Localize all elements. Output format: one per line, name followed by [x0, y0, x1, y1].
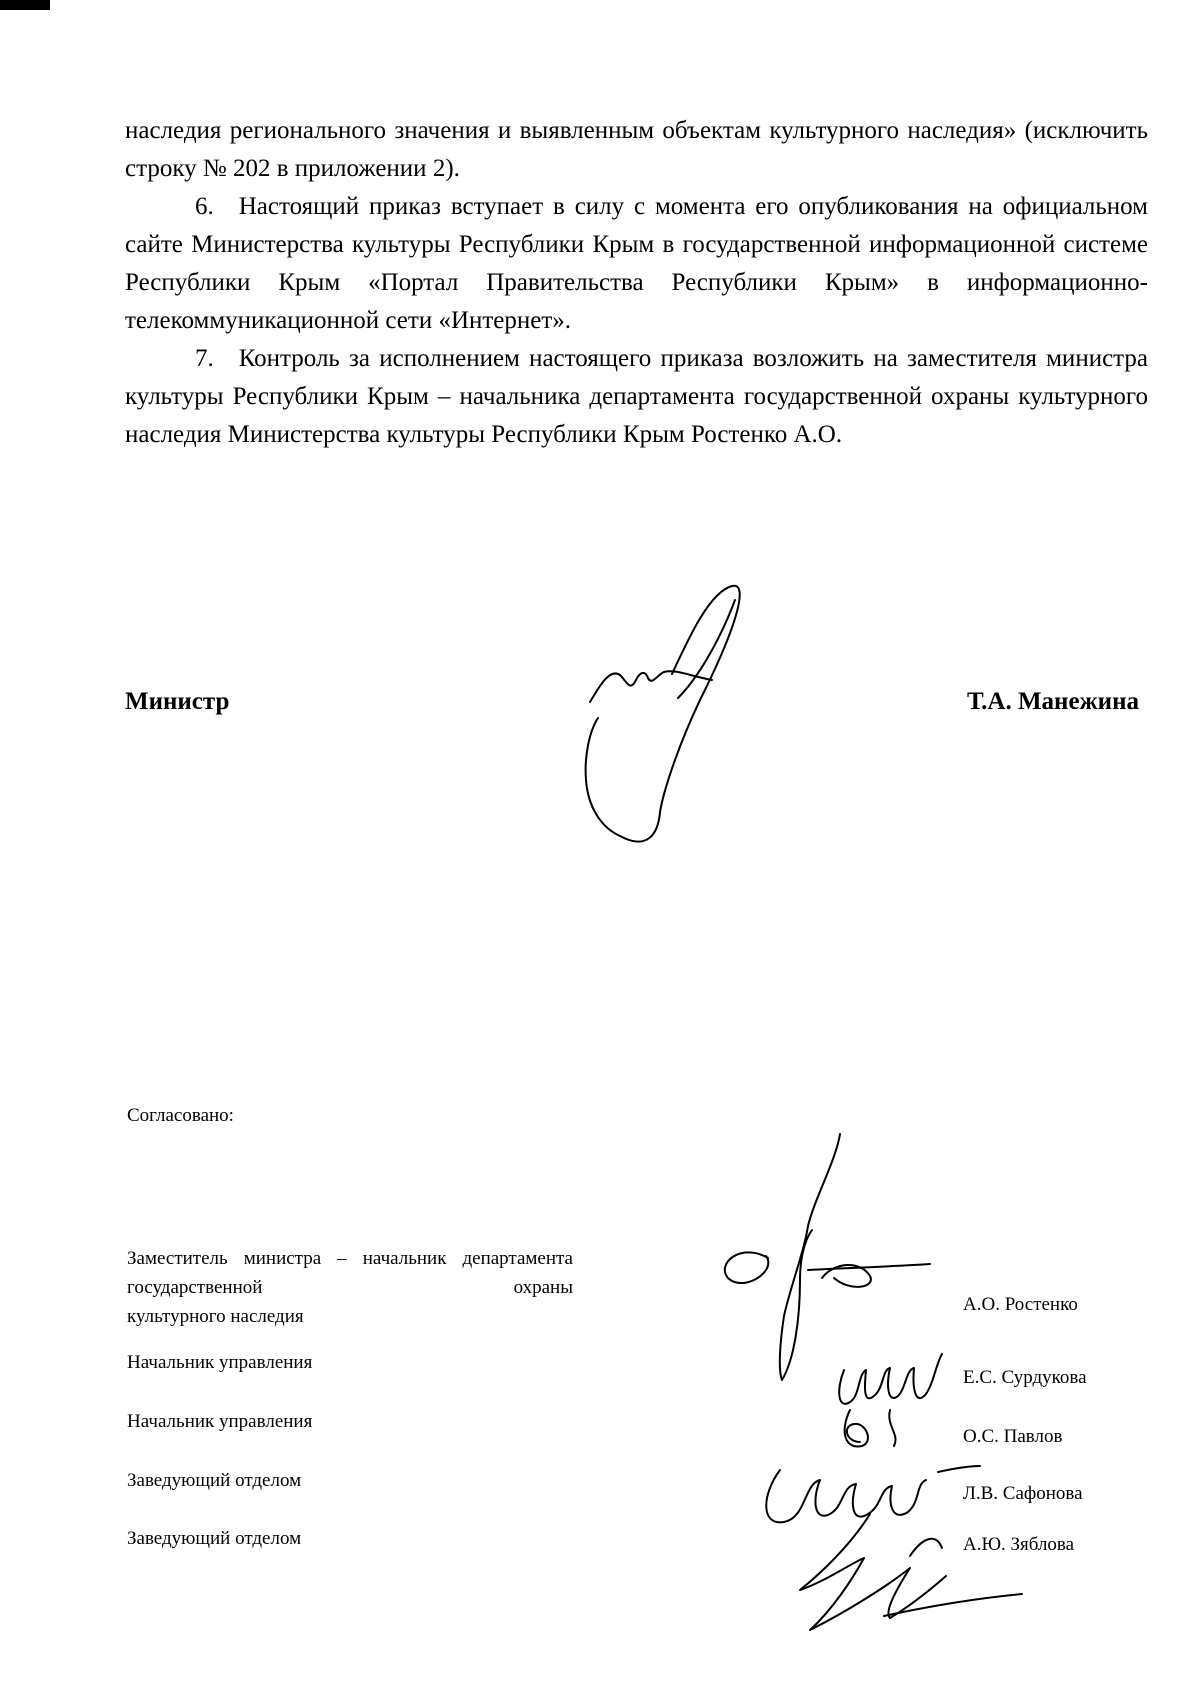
minister-signature	[580, 580, 780, 850]
approver-position: Заведующий отделом	[127, 1470, 302, 1491]
minister-name: Т.А. Манежина	[966, 688, 1139, 715]
approver-position-line: Заместитель министра – начальник департамента государственной охраны	[127, 1248, 573, 1298]
corner-mark	[0, 0, 50, 10]
approver-position: Начальник управления	[127, 1352, 313, 1373]
approver-name: А.Ю. Зяблова	[963, 1534, 1075, 1555]
approver-name: О.С. Павлов	[963, 1426, 1063, 1447]
approver-position-line: культурного наследия	[127, 1306, 304, 1327]
minister-title: Министр	[125, 688, 230, 715]
order-text	[125, 112, 1148, 454]
approver-name: Е.С. Сурдукова	[963, 1367, 1087, 1388]
approval-heading: Согласовано:	[127, 1105, 234, 1126]
paragraph-continuation: наследия регионального значения и выявленным объектам культурного наследия» (исключить строку № 202 в приложении 2).	[125, 117, 1148, 182]
approver-name: Л.В. Сафонова	[963, 1483, 1083, 1504]
approver-position: Начальник управления	[127, 1411, 313, 1432]
approver-signature	[760, 1440, 1030, 1640]
approver-position	[127, 1244, 573, 1331]
paragraph-6: 6. Настоящий приказ вступает в силу с момента его опубликования на официальном сайте Министерства культуры Республики Крым в государственной информационной системе Республики Крым «Портал Правительства Республики Крым» в информационно-телекоммуникационной сети «Интернет».	[125, 193, 1148, 334]
paragraph-7: 7. Контроль за исполнением настоящего приказа возложить на заместителя министра культуры Республики Крым – начальника департамента государственной охраны культурного наследия Министерства культуры Республики Крым Ростенко А.О.	[125, 345, 1148, 448]
approver-position: Заведующий отделом	[127, 1528, 302, 1549]
approver-name: А.О. Ростенко	[963, 1294, 1078, 1315]
